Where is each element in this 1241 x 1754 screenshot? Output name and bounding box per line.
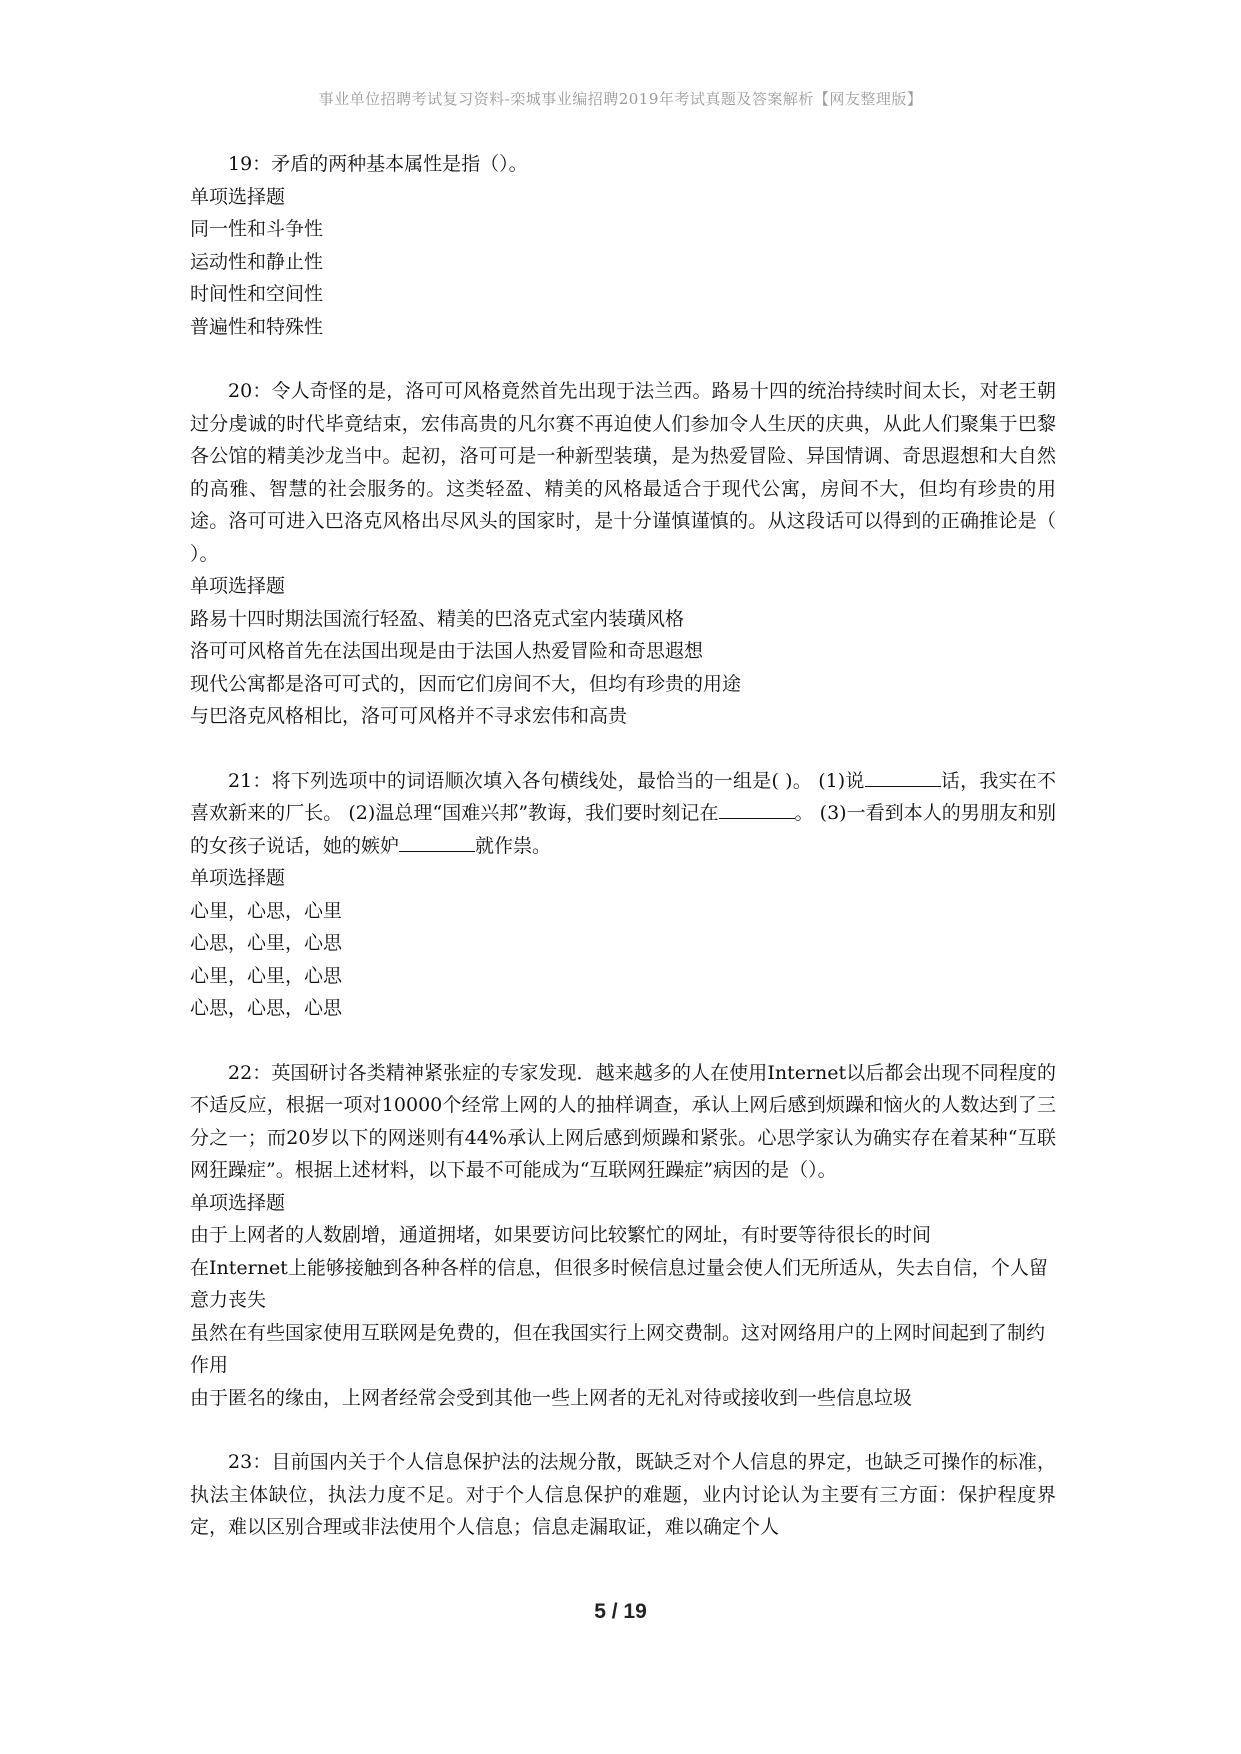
question-stem: 20：令人奇怪的是，洛可可风格竟然首先出现于法兰西。路易十四的统治持续时间太长，对老王朝过分虔诚的时代毕竟结束，宏伟高贵的凡尔赛不再迫使人们参加令人生厌的庆典，从此人们聚集于巴黎各公馆的精美沙龙当中。起初，洛可可是一种新型装璜，是为热爱冒险、异国情调、奇思遐想和大自然的高雅、智慧的社会服务的。这类轻盈、精美的风格最适合于现代公寓，房间不大，但均有珍贵的用途。洛可可进入巴洛克风格出尽风头的国家时，是十分谨慎谨慎的。从这段话可以得到的正确推论是（ ）。: [190, 380, 1056, 565]
question-stem: 19：矛盾的两种基本属性是指（）。: [228, 153, 528, 175]
question-type: 单项选择题: [190, 867, 286, 889]
question-22: [190, 1057, 1056, 1415]
option-b: 心思，心里，心思: [190, 932, 343, 954]
option-b: 在Internet上能够接触到各种各样的信息，但很多时候信息过量会使人们无所适从，失去自信，个人留意力丧失: [190, 1256, 1048, 1311]
question-type: 单项选择题: [190, 575, 286, 597]
option-d: 与巴洛克风格相比，洛可可风格并不寻求宏伟和高贵: [190, 705, 628, 727]
option-d: 心思，心思，心思: [190, 997, 343, 1019]
option-b: 洛可可风格首先在法国出现是由于法国人热爱冒险和奇思遐想: [190, 640, 704, 662]
question-type: 单项选择题: [190, 185, 286, 208]
fill-blank: [865, 767, 941, 787]
option-a: 路易十四时期法国流行轻盈、精美的巴洛克式室内装璜风格: [190, 607, 685, 630]
option-c: 现代公寓都是洛可可式的，因而它们房间不大，但均有珍贵的用途: [190, 672, 742, 695]
question-stem: 23：目前国内关于个人信息保护法的法规分散，既缺乏对个人信息的界定，也缺乏可操作的标准，执法主体缺位，执法力度不足。对于个人信息保护的难题，业内讨论认为主要有三方面：保护程度界定，难以区别合理或非法使用个人信息；信息走漏取证，难以确定个人: [190, 1451, 1056, 1538]
stem-part: 就作祟。: [475, 834, 552, 857]
document-header: 事业单位招聘考试复习资料-栾城事业编招聘2019年考试真题及答案解析【网友整理版】: [318, 90, 923, 108]
option-d: 普遍性和特殊性: [190, 315, 324, 338]
option-a: 心里，心思，心里: [190, 899, 343, 922]
option-a: 同一性和斗争性: [190, 218, 324, 240]
question-type: 单项选择题: [190, 1191, 286, 1214]
fill-blank: [719, 799, 795, 819]
question-stem: [190, 765, 1056, 863]
option-c: 虽然在有些国家使用互联网是免费的，但在我国实行上网交费制。这对网络用户的上网时间起到了制约作用: [190, 1321, 1046, 1376]
document-body: [190, 148, 1056, 1576]
option-a: 由于上网者的人数剧增，通道拥堵，如果要访问比较繁忙的网址，有时要等待很长的时间: [190, 1224, 932, 1246]
page-number: 5 / 19: [594, 1600, 647, 1623]
question-23: [190, 1446, 1056, 1544]
stem-part: 21：将下列选项中的词语顺次填入各句横线处，最恰当的一组是( )。 (1)说: [228, 769, 865, 792]
option-c: 时间性和空间性: [190, 283, 324, 305]
question-stem: 22：英国研讨各类精神紧张症的专家发现．越来越多的人在使用Internet以后都会出现不同程度的不适反应，根据一项对10000个经常上网的人的抽样调查，承认上网后感到烦躁和恼火的人数达到了三分之一；而20岁以下的网迷则有44%承认上网后感到烦躁和紧张。心思学家认为确实存在着某种“互联网狂躁症”。根据上述材料，以下最不可能成为“互联网狂躁症”病因的是（）。: [190, 1061, 1056, 1181]
option-c: 心里，心里，心思: [190, 964, 343, 987]
option-d: 由于匿名的缘由，上网者经常会受到其他一些上网者的无礼对待或接收到一些信息垃圾: [190, 1386, 913, 1409]
question-20: [190, 375, 1056, 733]
option-b: 运动性和静止性: [190, 250, 324, 273]
stem-part: 。 (3)一看到本人的男朋友和别的女孩子说话，她的嫉妒: [190, 802, 1056, 857]
fill-blank: [399, 832, 475, 852]
question-19: [190, 148, 1056, 343]
question-21: [190, 765, 1056, 1025]
stem-part: 话，我实在不喜欢新来的厂长。 (2)温总理“国难兴邦”教诲，我们要时刻记在: [190, 769, 1056, 824]
